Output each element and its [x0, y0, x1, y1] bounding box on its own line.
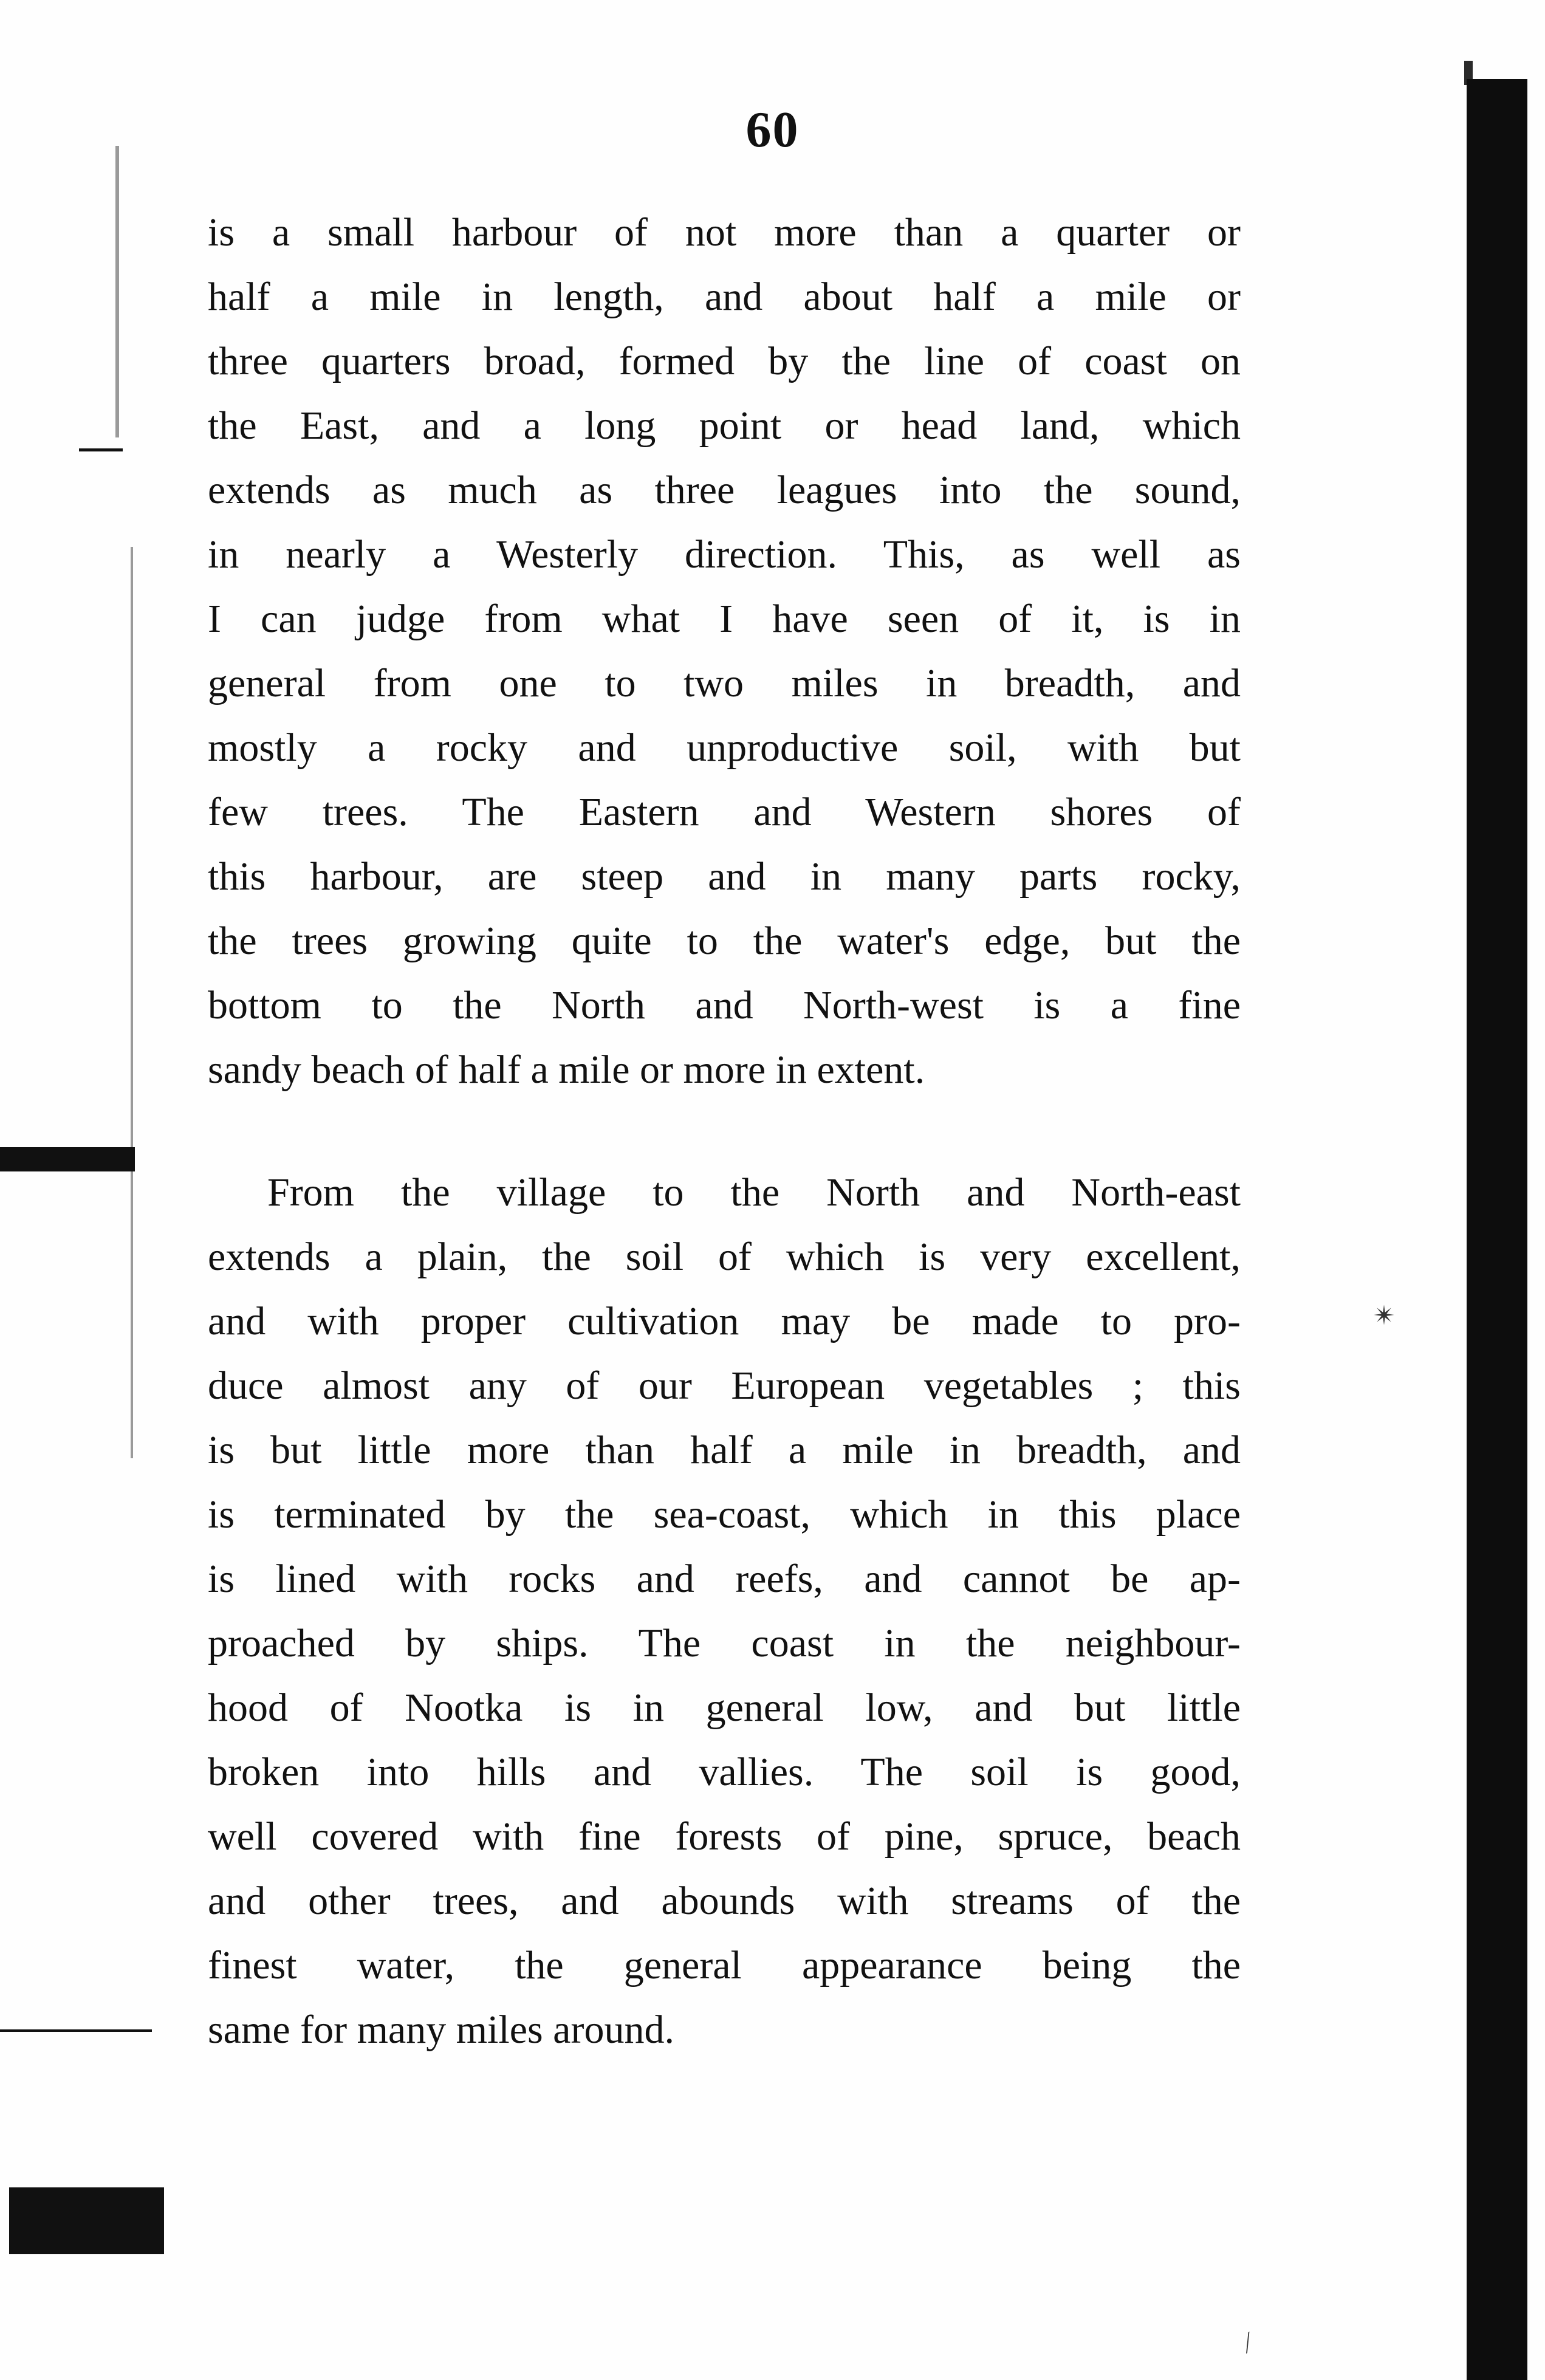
- text-line: From the village to the North and North-east: [267, 1170, 1241, 1215]
- text-line: I can judge from what I have seen of it, is in: [208, 597, 1241, 641]
- text-line: the trees growing quite to the water's edge, but the: [208, 919, 1241, 963]
- ink-speck: ✴: [1373, 1301, 1396, 1331]
- text-line: hood of Nootka is in general low, and but little: [208, 1686, 1241, 1730]
- text-line: extends as much as three leagues into the sound,: [208, 468, 1241, 512]
- text-line: the East, and a long point or head land, which: [208, 403, 1241, 448]
- text-line: this harbour, are steep and in many parts rocky,: [208, 854, 1241, 899]
- margin-block-mark: [9, 2187, 164, 2254]
- text-line: sandy beach of half a mile or more in extent.: [208, 1048, 925, 1092]
- binding-edge: [1467, 79, 1527, 2380]
- text-line: and with proper cultivation may be made to pro-: [208, 1299, 1241, 1343]
- paragraph-2: [208, 1161, 1241, 2062]
- text-line: same for many miles around.: [208, 2008, 674, 2052]
- text-line: general from one to two miles in breadth, and: [208, 661, 1241, 705]
- text-line: proached by ships. The coast in the neighbour-: [208, 1621, 1241, 1665]
- ink-speck: ∕: [1238, 2328, 1258, 2357]
- text-line: is lined with rocks and reefs, and cannot be ap-: [208, 1557, 1241, 1601]
- margin-dash-mark: [0, 2029, 152, 2032]
- text-line: bottom to the North and North-west is a fine: [208, 983, 1241, 1027]
- text-line: mostly a rocky and unproductive soil, with but: [208, 725, 1241, 770]
- text-line: is but little more than half a mile in breadth, and: [208, 1428, 1241, 1472]
- text-line: is a small harbour of not more than a quarter or: [208, 210, 1241, 255]
- text-line: half a mile in length, and about half a mile or: [208, 275, 1241, 319]
- margin-scan-artifact: [131, 547, 133, 1458]
- margin-scan-artifact: [115, 146, 119, 437]
- text-line: extends a plain, the soil of which is very excellent,: [208, 1235, 1241, 1279]
- text-line: and other trees, and abounds with streams of the: [208, 1879, 1241, 1923]
- text-line: three quarters broad, formed by the line of coast on: [208, 339, 1241, 383]
- paragraph-1: [208, 201, 1241, 1102]
- text-line: finest water, the general appearance being the: [208, 1943, 1241, 1987]
- text-line: in nearly a Westerly direction. This, as well as: [208, 532, 1241, 577]
- text-line: duce almost any of our European vegetables ; this: [208, 1363, 1241, 1408]
- text-line: few trees. The Eastern and Western shores of: [208, 790, 1241, 834]
- text-line: broken into hills and vallies. The soil is good,: [208, 1750, 1241, 1794]
- text-line: is terminated by the sea-coast, which in this place: [208, 1492, 1241, 1537]
- page-number: 60: [745, 101, 800, 158]
- margin-block-mark: [0, 1147, 135, 1171]
- margin-dash-mark: [79, 448, 123, 451]
- text-line: well covered with fine forests of pine, spruce, beach: [208, 1814, 1241, 1859]
